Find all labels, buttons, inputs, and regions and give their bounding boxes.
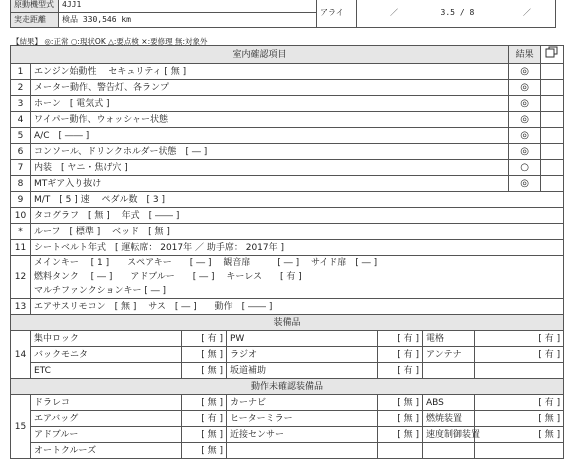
engine-value: 4JJ1: [59, 0, 317, 13]
check-item: ワイパー動作、ウォッシャー状態: [31, 112, 509, 128]
row-number: 4: [11, 112, 31, 128]
check-row: [11, 160, 564, 176]
check-result: ○: [509, 160, 541, 176]
equipment-name: ドラレコ: [31, 395, 182, 411]
row-number: 2: [11, 80, 31, 96]
equipment-value: [ 無 ]: [182, 443, 227, 459]
unverified-section-title: 動作未確認装備品: [11, 379, 564, 395]
row-number: 7: [11, 160, 31, 176]
equipment-name: アンテナ: [423, 347, 475, 363]
row-number: *: [11, 224, 31, 240]
equipment-row: [11, 331, 564, 347]
equipment-value: [ 有 ]: [378, 363, 423, 379]
info-item: タコグラフ [ 無 ] 年式 [ ―― ]: [31, 208, 564, 224]
equipment-row: [11, 347, 564, 363]
equipment-value: [378, 443, 423, 459]
row-number: 11: [11, 240, 31, 256]
key-info-line-3: マルチファンクションキー [ ― ]: [31, 284, 564, 299]
check-row: [11, 64, 564, 80]
check-item: MTギア入り抜け: [31, 176, 509, 192]
check-row: [11, 144, 564, 160]
key-info-line-1: メインキー [ 1 ] スペアキー [ ― ] 観音扉 [ ― ] サイド扉 [ ― ]: [31, 256, 564, 271]
equipment-section-title: 装備品: [11, 315, 564, 331]
check-item: 内装 [ ヤニ・焦げ穴 ]: [31, 160, 509, 176]
row-number: 1: [11, 64, 31, 80]
equipment-row: [11, 363, 564, 379]
interior-check-table: [10, 45, 564, 459]
equipment-name: ラジオ: [227, 347, 378, 363]
check-row: [11, 112, 564, 128]
equipment-name: PW: [227, 331, 378, 347]
equipment-name: ABS: [423, 395, 475, 411]
vehicle-info-table: [10, 0, 556, 28]
empty-cell: [541, 176, 564, 192]
equipment-row: [11, 443, 564, 459]
equipment-value: [ 有 ]: [475, 347, 564, 363]
row-number: 10: [11, 208, 31, 224]
tire-label: アライ: [317, 0, 357, 28]
check-item: コンソール、ドリンクホルダー状態 [ ― ]: [31, 144, 509, 160]
equipment-value: [ 無 ]: [378, 427, 423, 443]
tire-slash-2: ／: [522, 7, 531, 17]
info-item: ルーフ [ 標準 ] ベッド [ 無 ]: [31, 224, 564, 240]
result-header: 結果: [509, 46, 541, 64]
equipment-row: [11, 411, 564, 427]
check-row: [11, 80, 564, 96]
empty-cell: [541, 112, 564, 128]
equipment-name: 速度制御装置: [423, 427, 475, 443]
equipment-name: アドブルー: [31, 427, 182, 443]
equipment-value: [ 無 ]: [378, 395, 423, 411]
equipment-value: [ 無 ]: [475, 411, 564, 427]
check-result: ◎: [509, 64, 541, 80]
copy-icon[interactable]: [541, 46, 564, 64]
equipment-value: [ 無 ]: [475, 427, 564, 443]
equipment-value: [ 無 ]: [182, 427, 227, 443]
equipment-name: ETC: [31, 363, 182, 379]
row-number: 12: [11, 256, 31, 299]
equipment-value: [ 有 ]: [378, 347, 423, 363]
row-number: 3: [11, 96, 31, 112]
equipment-value: [ 有 ]: [182, 411, 227, 427]
info-row: [11, 224, 564, 240]
check-item: ホーン [ 電気式 ]: [31, 96, 509, 112]
check-result: ◎: [509, 96, 541, 112]
info-item: M/T [ 5 ] 速 ペダル数 [ 3 ]: [31, 192, 564, 208]
row-number: 9: [11, 192, 31, 208]
info-row: [11, 192, 564, 208]
distance-value: 検品 330,546 km: [59, 13, 317, 28]
equipment-value: [ 有 ]: [475, 395, 564, 411]
tire-values: [357, 0, 556, 28]
equipment-value: [ 有 ]: [475, 331, 564, 347]
equipment-value: [475, 363, 564, 379]
empty-cell: [541, 64, 564, 80]
info-row: [11, 208, 564, 224]
equipment-name: 燃焼装置: [423, 411, 475, 427]
check-result: ◎: [509, 112, 541, 128]
info-item: シートベルト年式 [ 運転席： 2017年 ／ 助手席： 2017年 ]: [31, 240, 564, 256]
equipment-name: [423, 443, 475, 459]
empty-cell: [541, 96, 564, 112]
equipment-value: [ 無 ]: [182, 395, 227, 411]
row-number: 5: [11, 128, 31, 144]
info-row: [11, 240, 564, 256]
equipment-name: エアバッグ: [31, 411, 182, 427]
equipment-name: カーナビ: [227, 395, 378, 411]
equipment-row: [11, 427, 564, 443]
equipment-value: [ 無 ]: [182, 363, 227, 379]
empty-cell: [541, 80, 564, 96]
check-row: [11, 128, 564, 144]
equipment-name: 坂道補助: [227, 363, 378, 379]
check-result: ◎: [509, 128, 541, 144]
check-result: ◎: [509, 144, 541, 160]
tire-value: 3.5 / 8: [440, 7, 475, 17]
check-result: ◎: [509, 176, 541, 192]
interior-section-title: 室内確認項目: [11, 46, 509, 64]
row-number: 15: [11, 395, 31, 459]
equipment-name: 電格: [423, 331, 475, 347]
equipment-name: 集中ロック: [31, 331, 182, 347]
check-row: [11, 96, 564, 112]
result-legend: 【結果】 ◎:正常 ○:現状OK △:要点検 ×:要修理 無:対象外: [12, 37, 208, 46]
empty-cell: [541, 128, 564, 144]
empty-cell: [541, 144, 564, 160]
equipment-row: [11, 395, 564, 411]
distance-label: 実走距離: [11, 13, 59, 28]
check-row: [11, 176, 564, 192]
equipment-value: [ 無 ]: [182, 347, 227, 363]
check-item: メーター動作、警告灯、各ランプ: [31, 80, 509, 96]
equipment-name: 近接センサー: [227, 427, 378, 443]
equipment-name: ヒーターミラー: [227, 411, 378, 427]
equipment-name: [423, 363, 475, 379]
equipment-value: [475, 443, 564, 459]
equipment-value: [ 有 ]: [182, 331, 227, 347]
equipment-name: [227, 443, 378, 459]
check-item: A/C [ ―― ]: [31, 128, 509, 144]
tire-slash-1: ／: [390, 7, 398, 17]
engine-label: 原動機型式: [11, 0, 59, 13]
air-suspension-remote: エアサスリモコン [ 無 ] サス [ ― ] 動作 [ ―― ]: [31, 299, 564, 315]
key-info-line-2: 燃料タンク [ ― ] アドブルー [ ― ] キーレス [ 有 ]: [31, 270, 564, 284]
empty-cell: [541, 160, 564, 176]
row-number: 6: [11, 144, 31, 160]
equipment-name: バックモニタ: [31, 347, 182, 363]
equipment-value: [ 有 ]: [378, 331, 423, 347]
row-number: 13: [11, 299, 31, 315]
equipment-name: オートクルーズ: [31, 443, 182, 459]
row-number: 8: [11, 176, 31, 192]
equipment-value: [ 無 ]: [378, 411, 423, 427]
row-number: 14: [11, 331, 31, 379]
check-result: ◎: [509, 80, 541, 96]
check-item: エンジン始動性 セキュリティ [ 無 ]: [31, 64, 509, 80]
